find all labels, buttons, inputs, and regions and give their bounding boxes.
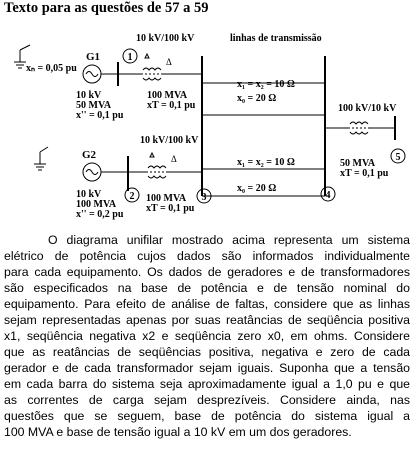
bus-4-number: 4 bbox=[325, 190, 331, 201]
paragraph-line: 100 MVA e base de tensão igual a 10 kV em um dos geradores. bbox=[4, 425, 352, 439]
gen2-power: 100 MVA bbox=[76, 199, 117, 210]
t1-delta: Δ bbox=[166, 57, 172, 67]
paragraph-line: equipamento. Para efeito de análise de faltas, considere que as linhas bbox=[4, 297, 410, 311]
transformer-t1-symbol bbox=[141, 54, 163, 80]
paragraph-line: sejam representadas apenas por suas reatâncias de seqüência positiva bbox=[4, 313, 410, 327]
t2-power: 100 MVA bbox=[146, 193, 187, 204]
paragraph-line: x1, seqüência negativa x2 e seqüência zero x0, em ohms. Considere bbox=[4, 329, 410, 343]
question-statement bbox=[4, 232, 410, 440]
t2-reactance: xT = 0,1 pu bbox=[146, 203, 195, 214]
t3-reactance: xT = 0,1 pu bbox=[340, 168, 389, 179]
t2-delta: Δ bbox=[171, 154, 177, 164]
bus-5-number: 5 bbox=[395, 152, 401, 163]
paragraph-line: elétrico de potência cujos dados são informados individualmente bbox=[4, 249, 410, 263]
paragraph-line: são especificados na base de potência e de tensão nominal do bbox=[4, 281, 410, 295]
gen1-name: G1 bbox=[86, 51, 101, 63]
t3-ratio: 100 kV/10 kV bbox=[338, 103, 397, 114]
lines-label: linhas de transmissão bbox=[230, 33, 322, 44]
paragraph-line: que as reatâncias de seqüências positiva, negativa e zero de cada bbox=[4, 345, 410, 359]
gen2-voltage: 10 kV bbox=[76, 189, 102, 200]
gen1-reactance: x'' = 0,1 pu bbox=[76, 110, 124, 121]
line-top-x12: x₁ = x₂ = 10 Ω bbox=[237, 79, 295, 90]
bus-1-number: 1 bbox=[127, 52, 133, 63]
line-bottom-x12: x₁ = x₂ = 10 Ω bbox=[237, 157, 295, 168]
line-top-x0: x₀ = 20 Ω bbox=[237, 93, 277, 104]
bus-3-number: 3 bbox=[201, 192, 207, 203]
line-bottom-x0: x₀ = 20 Ω bbox=[237, 183, 277, 194]
t1-power: 100 MVA bbox=[147, 90, 188, 101]
t1-ratio: 10 kV/100 kV bbox=[136, 33, 195, 44]
transformer-t3-symbol bbox=[348, 122, 370, 134]
paragraph-line: em cada barra do sistema seja aproximadamente igual a 1,0 pu e que bbox=[4, 377, 410, 391]
transformer-t2-symbol bbox=[146, 153, 168, 178]
paragraph-line: questões que se seguem, base de potência do sistema igual a bbox=[4, 409, 410, 423]
ground-reactance-label: xₙ = 0,05 pu bbox=[26, 63, 77, 74]
gen1-voltage: 10 kV bbox=[76, 90, 102, 101]
bus-2-number: 2 bbox=[129, 191, 135, 202]
t3-power: 50 MVA bbox=[340, 158, 376, 169]
paragraph-line: gerador e de cada transformador sejam iguais. Suponha que a tensão bbox=[4, 361, 410, 375]
page-title: Texto para as questões de 57 a 59 bbox=[4, 0, 209, 16]
t1-reactance: xT = 0,1 pu bbox=[147, 100, 196, 111]
gen2-name: G2 bbox=[82, 149, 97, 161]
gen2-reactance: x'' = 0,2 pu bbox=[76, 209, 124, 220]
gen1-power: 50 MVA bbox=[76, 100, 112, 111]
paragraph-line: as correntes de carga sejam desprezíveis. Considere ainda, nas bbox=[4, 393, 410, 407]
paragraph-line: para cada equipamento. Os dados de geradores e de transformadores bbox=[4, 265, 410, 279]
ground-symbol-bottom bbox=[34, 147, 48, 170]
paragraph-line: O diagrama unifilar mostrado acima representa um sistema bbox=[48, 233, 410, 247]
single-line-diagram bbox=[0, 16, 415, 228]
t2-ratio: 10 kV/100 kV bbox=[140, 135, 199, 146]
